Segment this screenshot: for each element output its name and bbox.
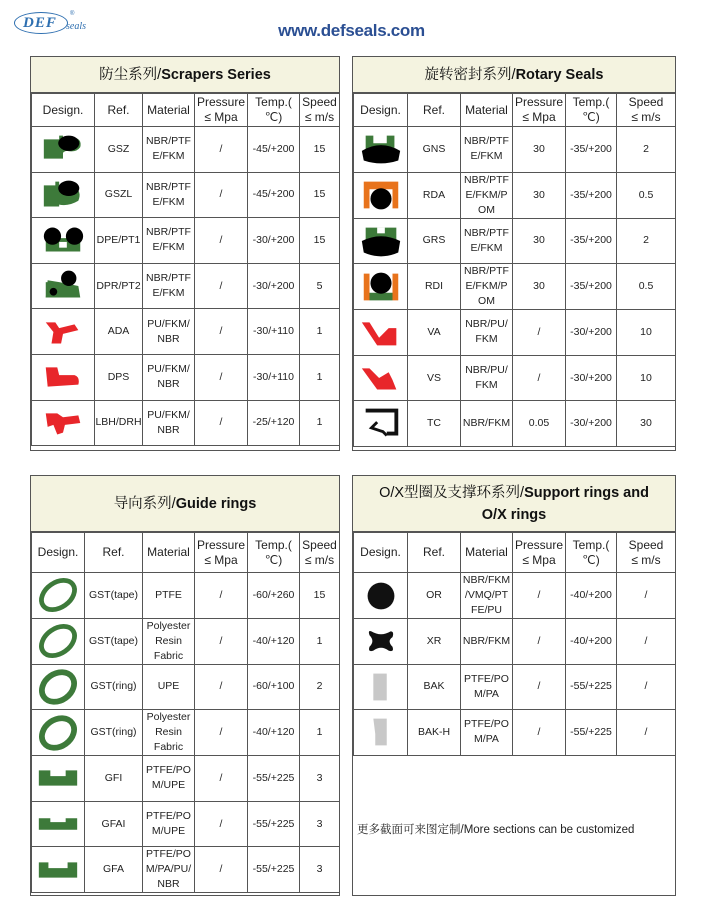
temp-cell: -35/+200 [566, 127, 617, 173]
table-row [32, 664, 340, 710]
table-row [32, 756, 340, 802]
table-row [32, 218, 340, 264]
gst-ring-icon [35, 669, 81, 705]
table-row [32, 309, 340, 355]
material-cell: UPE [143, 664, 195, 710]
column-header-material: Material [461, 533, 513, 573]
table-row [32, 354, 340, 400]
column-header-material: Material [461, 94, 513, 127]
ref-cell: GST(ring) [85, 710, 143, 756]
speed-cell: 1 [300, 400, 340, 446]
table-row [354, 172, 676, 218]
material-cell: NBR/PU/ FKM [461, 355, 513, 401]
material-cell: NBR/FKM [461, 619, 513, 665]
column-header-speed: Speed ≤ m/s [300, 94, 340, 127]
column-header-temp: Temp.( ℃) [248, 94, 300, 127]
temp-cell: -55/+225 [566, 664, 617, 710]
pressure-cell: / [195, 309, 248, 355]
pressure-cell: / [195, 354, 248, 400]
pressure-cell: / [195, 573, 248, 619]
bak-ring-icon [358, 669, 404, 705]
ref-cell: RDA [408, 172, 461, 218]
grs-seal-icon [358, 223, 404, 259]
column-header-temp: Temp.( ℃) [248, 533, 300, 573]
table-row [354, 127, 676, 173]
custom-sections-box [353, 756, 675, 895]
ref-cell: GFA [85, 847, 143, 893]
ada-seal-icon [40, 314, 86, 350]
temp-cell: -60/+100 [248, 664, 300, 710]
table-row [32, 710, 340, 756]
temp-cell: -30/+200 [566, 401, 617, 447]
table-row [354, 355, 676, 401]
pressure-cell: / [195, 847, 248, 893]
temp-cell: -55/+225 [248, 756, 300, 802]
ref-cell: GST(tape) [85, 618, 143, 664]
column-header-temp: Temp.( ℃) [566, 533, 617, 573]
temp-cell: -40/+200 [566, 573, 617, 619]
material-cell: Polyester Resin Fabric [143, 618, 195, 664]
column-header-pressure: Pressure ≤ Mpa [195, 533, 248, 573]
table-row [354, 218, 676, 264]
speed-cell: 15 [300, 172, 340, 218]
x-ring-icon [358, 623, 404, 659]
pressure-cell: / [195, 801, 248, 847]
header-row [32, 94, 340, 127]
ref-cell: DPE/PT1 [95, 218, 143, 264]
material-cell: NBR/PU/ FKM [461, 310, 513, 356]
scrapers-panel [30, 56, 340, 451]
ref-cell: OR [408, 573, 461, 619]
table-row [32, 618, 340, 664]
ref-cell: GRS [408, 218, 461, 264]
rotary-title: 旋转密封系列/ Rotary Seals [353, 57, 675, 93]
material-cell: NBR/PTF E/FKM/P OM [461, 264, 513, 310]
table-row [32, 847, 340, 893]
table-row [32, 801, 340, 847]
ref-cell: DPS [95, 354, 143, 400]
ref-cell: LBH/DRH [95, 400, 143, 446]
ref-cell: VS [408, 355, 461, 401]
material-cell: PTFE/PO M/PA [461, 710, 513, 756]
temp-cell: -35/+200 [566, 264, 617, 310]
table-row [354, 264, 676, 310]
column-header-ref: Ref. [85, 533, 143, 573]
gns-seal-icon [358, 131, 404, 167]
speed-cell: 1 [300, 710, 340, 756]
material-cell: PTFE/PO M/UPE [143, 756, 195, 802]
material-cell: PU/FKM/ NBR [143, 309, 195, 355]
temp-cell: -25/+120 [248, 400, 300, 446]
column-header-speed: Speed ≤ m/s [300, 533, 340, 573]
ref-cell: GFI [85, 756, 143, 802]
rda-seal-icon [358, 177, 404, 213]
table-row [354, 573, 676, 619]
gfai-profile-icon [35, 806, 81, 842]
temp-cell: -55/+225 [248, 801, 300, 847]
temp-cell: -45/+200 [248, 127, 300, 173]
website-url[interactable]: www.defseals.com [278, 21, 425, 40]
column-header-design: Design. [32, 533, 85, 573]
speed-cell: 2 [617, 127, 676, 173]
ref-cell: GST(tape) [85, 573, 143, 619]
temp-cell: -30/+110 [248, 354, 300, 400]
support-title: O/X型圈及支撑环系列/Support rings and O/X rings [353, 476, 675, 532]
dpe-seal-icon [40, 222, 86, 258]
material-cell: NBR/PTF E/FKM [143, 172, 195, 218]
temp-cell: -30/+200 [248, 218, 300, 264]
temp-cell: -35/+200 [566, 172, 617, 218]
tc-seal-icon [358, 406, 404, 442]
gst-ring-icon [35, 715, 81, 751]
gfa-profile-icon [35, 852, 81, 888]
temp-cell: -30/+200 [566, 310, 617, 356]
pressure-cell: / [195, 218, 248, 264]
pressure-cell: / [513, 664, 566, 710]
table-row [354, 310, 676, 356]
column-header-ref: Ref. [408, 94, 461, 127]
pressure-cell: 30 [513, 264, 566, 310]
ref-cell: VA [408, 310, 461, 356]
pressure-cell: / [513, 619, 566, 665]
table-row [32, 573, 340, 619]
column-header-ref: Ref. [408, 533, 461, 573]
table-row [354, 619, 676, 665]
speed-cell: 10 [617, 355, 676, 401]
temp-cell: -45/+200 [248, 172, 300, 218]
speed-cell: 2 [617, 218, 676, 264]
logo-text: DEF [23, 15, 57, 31]
pressure-cell: / [195, 127, 248, 173]
temp-cell: -40/+120 [248, 710, 300, 756]
temp-cell: -30/+110 [248, 309, 300, 355]
dpr-seal-icon [40, 268, 86, 304]
table-row [32, 263, 340, 309]
temp-cell: -35/+200 [566, 218, 617, 264]
material-cell: NBR/FKM [461, 401, 513, 447]
column-header-ref: Ref. [95, 94, 143, 127]
ref-cell: GFAI [85, 801, 143, 847]
speed-cell: / [617, 573, 676, 619]
ref-cell: TC [408, 401, 461, 447]
column-header-speed: Speed ≤ m/s [617, 533, 676, 573]
table-row [354, 401, 676, 447]
speed-cell: 15 [300, 218, 340, 264]
column-header-pressure: Pressure ≤ Mpa [513, 533, 566, 573]
column-header-speed: Speed ≤ m/s [617, 94, 676, 127]
temp-cell: -60/+260 [248, 573, 300, 619]
pressure-cell: 30 [513, 218, 566, 264]
guide-title: 导向系列/ Guide rings [31, 476, 339, 532]
pressure-cell: / [195, 263, 248, 309]
speed-cell: 15 [300, 127, 340, 173]
speed-cell: 2 [300, 664, 340, 710]
dps-seal-icon [40, 359, 86, 395]
gfi-profile-icon [35, 760, 81, 796]
bak-h-ring-icon [358, 714, 404, 750]
ref-cell: ADA [95, 309, 143, 355]
column-header-material: Material [143, 533, 195, 573]
gsz-seal-icon [40, 131, 86, 167]
custom-sections-note: 更多截面可来图定制/More sections can be customized [357, 824, 635, 836]
guide-panel [30, 475, 340, 896]
speed-cell: 0.5 [617, 172, 676, 218]
material-cell: PTFE/PO M/PA [461, 664, 513, 710]
table-row [354, 710, 676, 756]
header-row [32, 533, 340, 573]
logo-subtext: seals [66, 21, 86, 32]
speed-cell: 1 [300, 309, 340, 355]
speed-cell: 10 [617, 310, 676, 356]
column-header-temp: Temp.( ℃) [566, 94, 617, 127]
material-cell: PTFE/PO M/PA/PU/ NBR [143, 847, 195, 893]
material-cell: NBR/PTF E/FKM [143, 263, 195, 309]
rotary-panel [352, 56, 676, 451]
pressure-cell: 0.05 [513, 401, 566, 447]
speed-cell: / [617, 710, 676, 756]
pressure-cell: / [195, 172, 248, 218]
temp-cell: -40/+200 [566, 619, 617, 665]
ref-cell: GNS [408, 127, 461, 173]
speed-cell: 1 [300, 618, 340, 664]
ref-cell: GST(ring) [85, 664, 143, 710]
scrapers-title: 防尘系列/ Scrapers Series [31, 57, 339, 93]
material-cell: PU/FKM/ NBR [143, 400, 195, 446]
speed-cell: 1 [300, 354, 340, 400]
speed-cell: 3 [300, 847, 340, 893]
material-cell: PTFE/PO M/UPE [143, 801, 195, 847]
gszl-seal-icon [40, 177, 86, 213]
temp-cell: -30/+200 [566, 355, 617, 401]
ref-cell: BAK [408, 664, 461, 710]
support-panel [352, 475, 676, 896]
pressure-cell: / [195, 664, 248, 710]
o-ring-icon [358, 578, 404, 614]
speed-cell: / [617, 619, 676, 665]
temp-cell: -40/+120 [248, 618, 300, 664]
speed-cell: / [617, 664, 676, 710]
column-header-pressure: Pressure ≤ Mpa [195, 94, 248, 127]
speed-cell: 3 [300, 756, 340, 802]
speed-cell: 15 [300, 573, 340, 619]
material-cell: PU/FKM/ NBR [143, 354, 195, 400]
table-row [32, 127, 340, 173]
speed-cell: 3 [300, 801, 340, 847]
material-cell: NBR/PTF E/FKM [143, 218, 195, 264]
temp-cell: -30/+200 [248, 263, 300, 309]
column-header-material: Material [143, 94, 195, 127]
material-cell: NBR/FKM /VMQ/PT FE/PU [461, 573, 513, 619]
ref-cell: BAK-H [408, 710, 461, 756]
column-header-design: Design. [354, 533, 408, 573]
pressure-cell: / [513, 310, 566, 356]
header-row [354, 94, 676, 127]
material-cell: NBR/PTF E/FKM/P OM [461, 172, 513, 218]
gst-tape-ring-icon [35, 577, 81, 613]
pressure-cell: / [195, 400, 248, 446]
table-row [32, 172, 340, 218]
header-row [354, 533, 676, 573]
rdi-seal-icon [358, 269, 404, 305]
column-header-design: Design. [354, 94, 408, 127]
ref-cell: RDI [408, 264, 461, 310]
lbh-seal-icon [40, 405, 86, 441]
pressure-cell: 30 [513, 172, 566, 218]
speed-cell: 5 [300, 263, 340, 309]
material-cell: NBR/PTF E/FKM [143, 127, 195, 173]
material-cell: NBR/PTF E/FKM [461, 218, 513, 264]
ref-cell: XR [408, 619, 461, 665]
pressure-cell: / [513, 710, 566, 756]
pressure-cell: / [513, 573, 566, 619]
va-seal-icon [358, 314, 404, 350]
speed-cell: 30 [617, 401, 676, 447]
support-table [353, 532, 676, 756]
temp-cell: -55/+225 [566, 710, 617, 756]
ref-cell: DPR/PT2 [95, 263, 143, 309]
material-cell: Polyester Resin Fabric [143, 710, 195, 756]
pressure-cell: 30 [513, 127, 566, 173]
ref-cell: GSZL [95, 172, 143, 218]
ref-cell: GSZ [95, 127, 143, 173]
pressure-cell: / [195, 710, 248, 756]
speed-cell: 0.5 [617, 264, 676, 310]
rotary-table [353, 93, 676, 447]
pressure-cell: / [513, 355, 566, 401]
guide-table [31, 532, 340, 893]
column-header-design: Design. [32, 94, 95, 127]
def-seals-logo: DEF seals ® [14, 11, 84, 37]
table-row [32, 400, 340, 446]
gst-tape-ring-icon [35, 623, 81, 659]
column-header-pressure: Pressure ≤ Mpa [513, 94, 566, 127]
vs-seal-icon [358, 360, 404, 396]
pressure-cell: / [195, 618, 248, 664]
scrapers-table [31, 93, 340, 446]
temp-cell: -55/+225 [248, 847, 300, 893]
material-cell: NBR/PTF E/FKM [461, 127, 513, 173]
pressure-cell: / [195, 756, 248, 802]
table-row [354, 664, 676, 710]
material-cell: PTFE [143, 573, 195, 619]
